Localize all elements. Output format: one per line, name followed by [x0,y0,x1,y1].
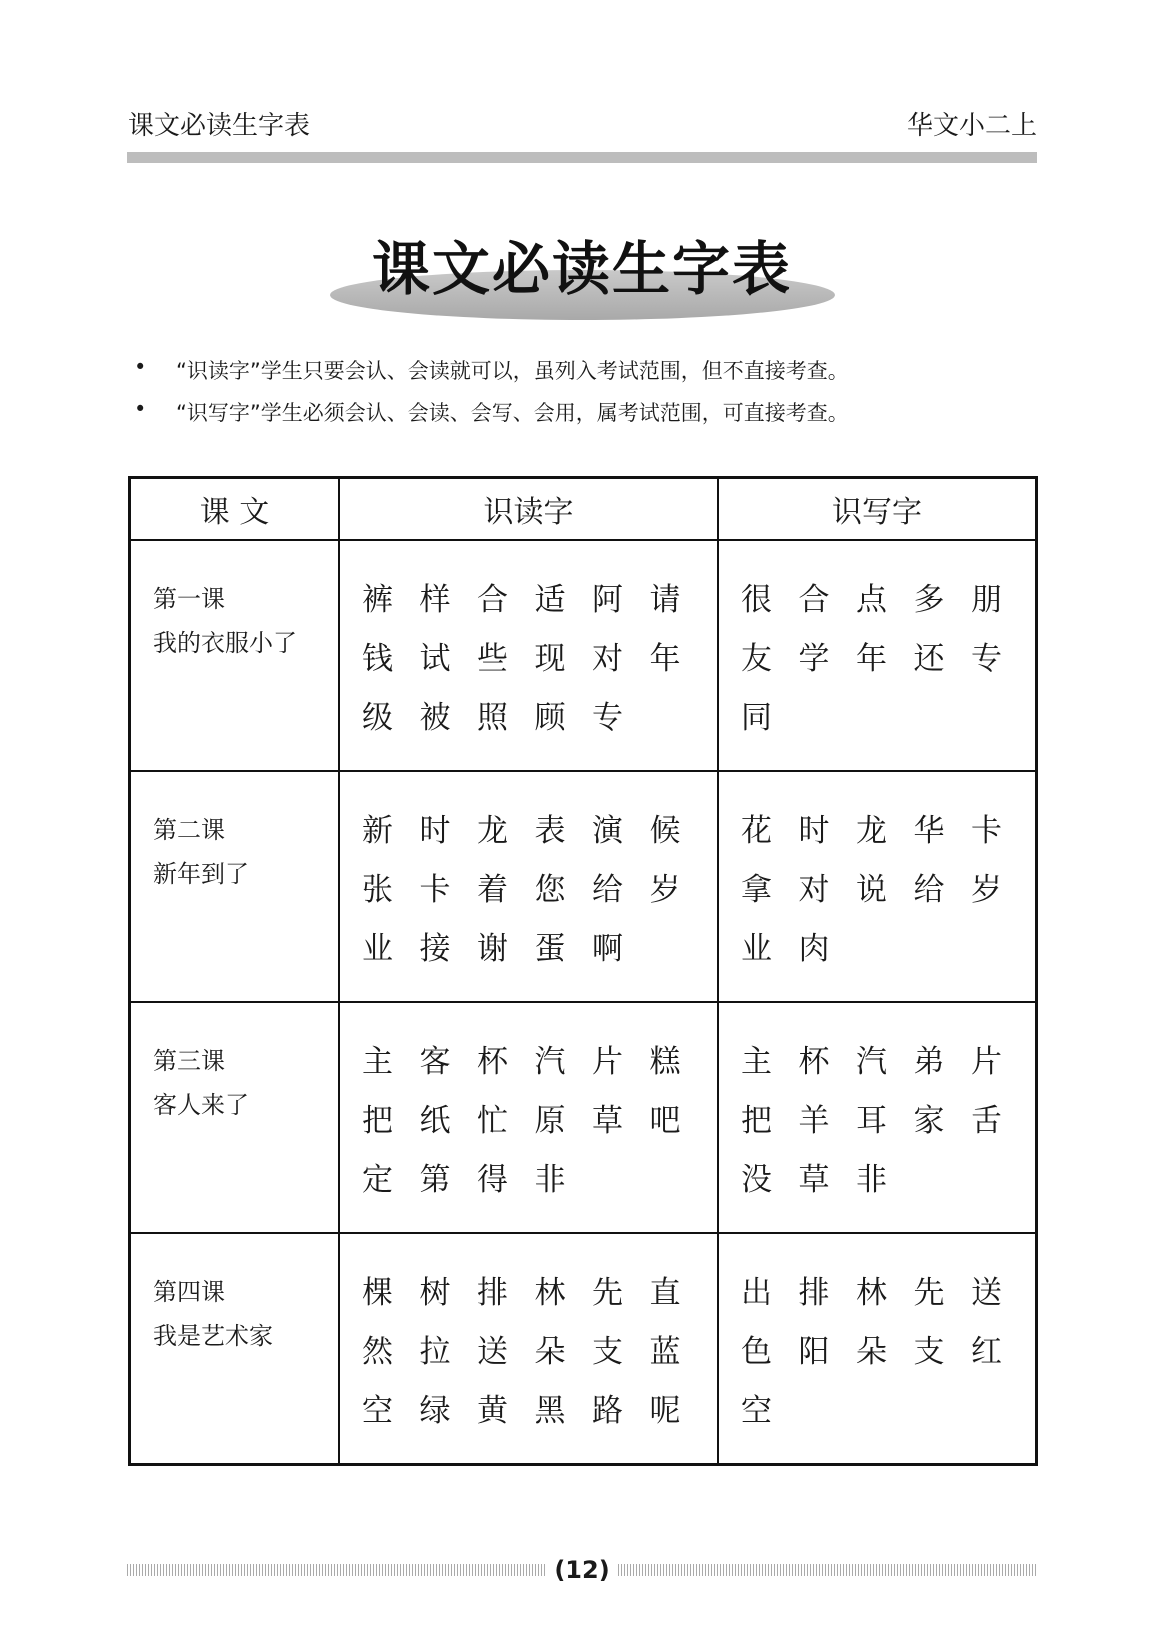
note-text: “识读字”学生只要会认、会读就可以，虽列入考试范围，但不直接考查。 [176,359,849,383]
running-header-book: 华文小二上 [906,111,1037,141]
note-item [134,355,849,385]
character: 岁 [649,872,681,908]
character: 些 [477,641,508,677]
character: 对 [798,872,830,908]
character: 送 [971,1275,1002,1311]
character: 原 [534,1103,566,1139]
character: 汽 [534,1044,566,1080]
character: 对 [592,641,623,677]
character: 第 [419,1162,451,1198]
lesson-number: 第二课 [153,816,225,844]
character: 家 [913,1103,945,1139]
character: 吧 [649,1103,681,1139]
character: 送 [477,1334,508,1370]
character: 肉 [798,931,830,967]
page-title: 课文必读生字表 [371,235,792,303]
table-row [130,771,1037,1002]
character: 照 [477,700,508,736]
footer-rule-right [618,1564,1037,1576]
table-row [130,1002,1037,1233]
lesson-cell [130,1002,340,1233]
lesson-name: 新年到了 [153,860,249,888]
character: 耳 [856,1103,887,1139]
character: 您 [534,872,566,908]
character: 华 [913,813,945,849]
character: 顾 [534,700,566,736]
character: 然 [362,1334,393,1370]
read-chars-cell [339,540,718,771]
character: 非 [856,1162,887,1198]
read-chars-cell [339,1002,718,1233]
character: 年 [856,641,887,677]
character: 草 [592,1103,623,1139]
character: 先 [913,1275,945,1311]
character: 阿 [592,582,623,618]
character: 专 [592,700,623,736]
note-item [134,397,849,427]
character: 给 [592,872,623,908]
character: 黑 [534,1393,566,1429]
character: 着 [477,872,508,908]
lesson-number: 第三课 [153,1047,225,1075]
lesson-number: 第四课 [153,1278,225,1306]
character: 舌 [971,1103,1002,1139]
character: 钱 [362,641,393,677]
character: 色 [741,1334,772,1370]
character: 把 [741,1103,772,1139]
character: 把 [362,1103,393,1139]
character: 表 [534,813,566,849]
character: 业 [362,931,393,967]
character: 花 [741,813,772,849]
character: 接 [419,931,451,967]
note-text: “识写字”学生必须会认、会读、会写、会用，属考试范围，可直接考查。 [176,401,849,425]
character: 绿 [419,1393,451,1429]
character: 啊 [592,931,623,967]
character: 现 [534,641,566,677]
character: 龙 [856,813,887,849]
character: 适 [534,582,566,618]
character: 演 [592,813,623,849]
character: 忙 [477,1103,508,1139]
character: 岁 [971,872,1002,908]
character: 朵 [534,1334,566,1370]
character: 说 [856,872,887,908]
character: 朵 [856,1334,887,1370]
character: 主 [362,1044,393,1080]
lesson-cell [130,771,340,1002]
character: 还 [913,641,945,677]
character: 业 [741,931,772,967]
character-table [128,476,1038,1466]
character: 新 [362,813,393,849]
character: 得 [477,1162,508,1198]
character: 纸 [419,1103,451,1139]
character: 卡 [971,813,1002,849]
character: 朋 [971,582,1002,618]
character: 拿 [741,872,772,908]
header-read-chars: 识读字 [339,478,718,541]
character: 谢 [477,931,508,967]
character: 汽 [856,1044,887,1080]
character: 候 [649,813,681,849]
table-row [130,540,1037,771]
character: 级 [362,700,393,736]
character: 杯 [798,1044,830,1080]
lesson-cell [130,1233,340,1465]
character: 客 [419,1044,451,1080]
bullet-icon: • [134,397,147,421]
character: 树 [419,1275,451,1311]
character: 非 [534,1162,566,1198]
character: 蓝 [649,1334,681,1370]
write-chars-cell [718,1233,1037,1465]
bullet-icon: • [134,355,147,379]
character: 没 [741,1162,772,1198]
character: 裤 [362,582,393,618]
running-header-title: 课文必读生字表 [128,111,311,141]
character: 片 [592,1044,623,1080]
character: 空 [362,1393,393,1429]
write-chars-cell [718,771,1037,1002]
character: 卡 [419,872,451,908]
character: 张 [362,872,393,908]
character: 路 [592,1393,623,1429]
character: 样 [419,582,451,618]
character: 被 [419,700,451,736]
character: 棵 [362,1275,393,1311]
lesson-name: 我是艺术家 [153,1322,273,1350]
character: 给 [913,872,945,908]
character: 专 [971,641,1002,677]
character: 友 [741,641,772,677]
character: 呢 [649,1393,681,1429]
character: 出 [741,1275,772,1311]
write-chars-cell [718,540,1037,771]
character: 拉 [419,1334,451,1370]
character: 糕 [649,1044,681,1080]
character: 红 [971,1334,1002,1370]
character: 排 [798,1275,830,1311]
character: 羊 [798,1103,830,1139]
character: 蛋 [534,931,566,967]
page-number: (12) [554,1556,610,1584]
character: 先 [592,1275,623,1311]
header-lesson: 课 文 [130,478,340,541]
read-chars-cell [339,771,718,1002]
character: 多 [913,582,945,618]
header-divider [127,152,1037,163]
character: 杯 [477,1044,508,1080]
character: 主 [741,1044,772,1080]
character: 林 [534,1275,566,1311]
character: 请 [649,582,681,618]
write-chars-cell [718,1002,1037,1233]
character: 合 [798,582,830,618]
character: 点 [856,582,887,618]
character: 时 [798,813,830,849]
character: 年 [649,641,681,677]
character: 试 [419,641,451,677]
character: 定 [362,1162,393,1198]
character: 弟 [913,1044,945,1080]
table-header-row [130,478,1037,541]
character: 时 [419,813,451,849]
character: 片 [971,1044,1002,1080]
character: 龙 [477,813,508,849]
character: 学 [798,641,830,677]
read-chars-cell [339,1233,718,1465]
character: 阳 [798,1334,830,1370]
character: 排 [477,1275,508,1311]
lesson-name: 我的衣服小了 [153,629,297,657]
character: 空 [741,1393,772,1429]
character: 直 [649,1275,681,1311]
character: 支 [913,1334,945,1370]
lesson-number: 第一课 [153,585,225,613]
character: 草 [798,1162,830,1198]
character: 合 [477,582,508,618]
lesson-name: 客人来了 [153,1091,249,1119]
header-write-chars: 识写字 [718,478,1037,541]
character: 林 [856,1275,887,1311]
character: 很 [741,582,772,618]
character: 支 [592,1334,623,1370]
lesson-cell [130,540,340,771]
footer-rule-left [127,1564,546,1576]
table-row [130,1233,1037,1465]
page-footer [127,1557,1037,1583]
character: 黄 [477,1393,508,1429]
character: 同 [741,700,772,736]
